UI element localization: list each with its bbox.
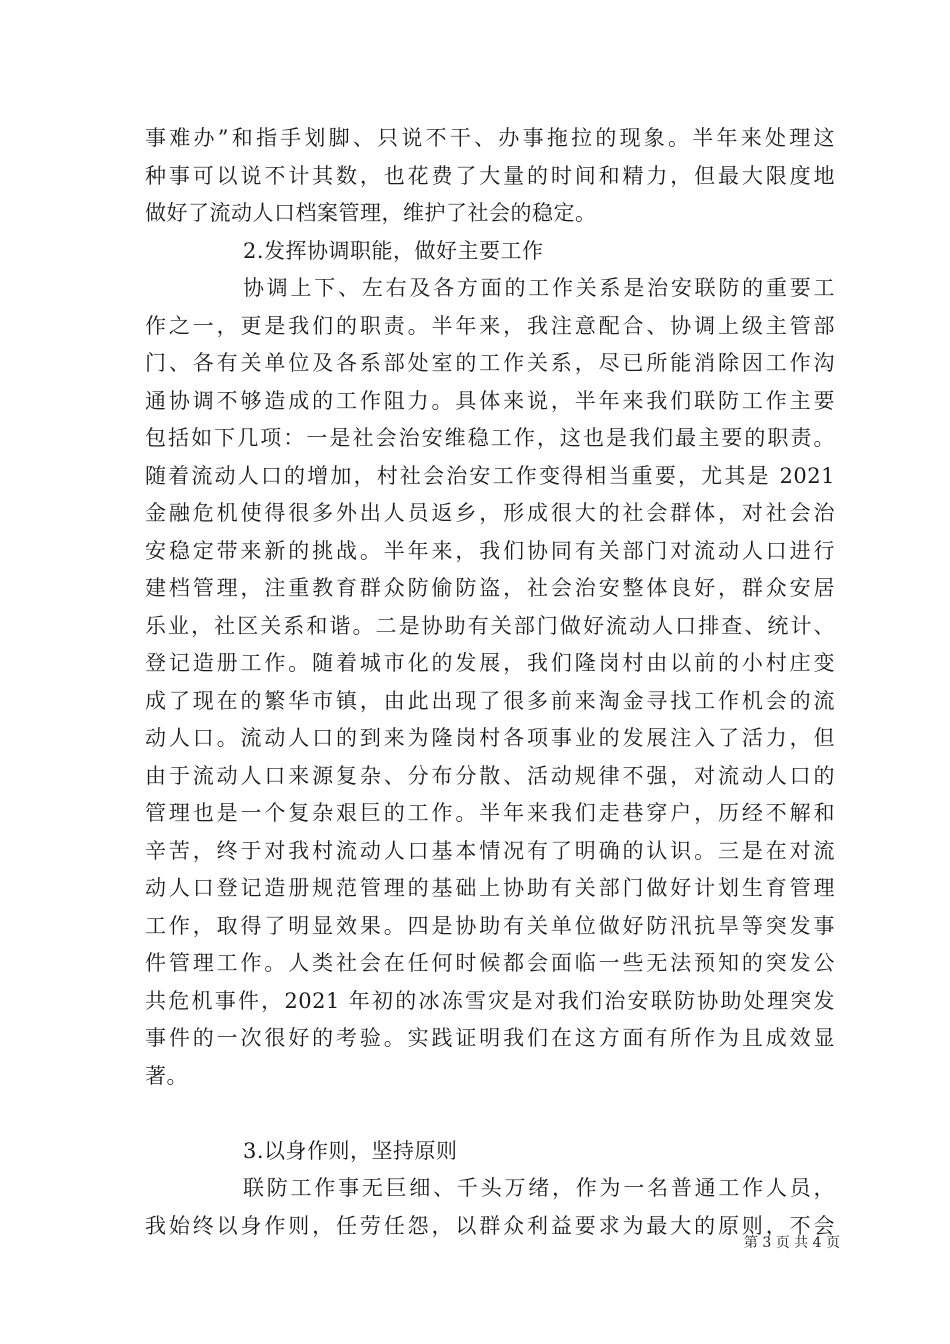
text-line: 登记造册工作。随着城市化的发展，我们隆岗村由以前的小村庄变 — [145, 651, 835, 675]
section-heading: 3.以身作则，坚持原则 — [243, 1138, 458, 1163]
text-line: 件管理工作。人类社会在任何时候都会面临一些无法预知的突发公 — [145, 951, 835, 975]
text-line: 安稳定带来新的挑战。半年来，我们协同有关部门对流动人口进行 — [145, 538, 835, 563]
document-body — [145, 120, 835, 1245]
blank-line — [145, 1095, 835, 1133]
text-line: 事件的一次很好的考验。实践证明我们在这方面有所作为且成效显 — [145, 1026, 835, 1050]
paragraph-first-line: 联防工作事无巨细、千头万绪，作为一名普通工作人员， — [243, 1176, 835, 1200]
text-line: 随着流动人口的增加，村社会治安工作变得相当重要，尤其是 2021 — [145, 463, 835, 488]
text-line: 乐业，社区关系和谐。二是协助有关部门做好流动人口排查、统计、 — [145, 613, 835, 638]
page-number-footer: 第 3 页 共 4 页 — [743, 1235, 840, 1251]
text-line: 种事可以说不计其数，也花费了大量的时间和精力，但最大限度地 — [145, 163, 835, 188]
text-line: 管理也是一个复杂艰巨的工作。半年来我们走巷穿户，历经不解和 — [145, 801, 835, 825]
text-line: 辛苦，终于对我村流动人口基本情况有了明确的认识。三是在对流 — [145, 838, 835, 863]
text-line: 通协调不够造成的工作阻力。具体来说，半年来我们联防工作主要 — [145, 388, 835, 413]
text-line: 事难办”和指手划脚、只说不干、办事拖拉的现象。半年来处理这 — [145, 126, 835, 150]
text-line: 做好了流动人口档案管理，维护了社会的稳定。 — [145, 201, 597, 225]
text-line: 由于流动人口来源复杂、分布分散、活动规律不强，对流动人口的 — [145, 763, 835, 788]
text-line: 成了现在的繁华市镇，由此出现了很多前来淘金寻找工作机会的流 — [145, 688, 835, 713]
text-line: 门、各有关单位及各系部处室的工作关系，尽已所能消除因工作沟 — [145, 351, 835, 375]
text-line: 作之一，更是我们的职责。半年来，我注意配合、协调上级主管部 — [145, 313, 835, 338]
text-line: 著。 — [145, 1063, 188, 1088]
text-line: 工作，取得了明显效果。四是协助有关单位做好防汛抗旱等突发事 — [145, 913, 835, 938]
paragraph-first-line: 协调上下、左右及各方面的工作关系是治安联防的重要工 — [243, 276, 835, 300]
text-line: 金融危机使得很多外出人员返乡，形成很大的社会群体，对社会治 — [145, 501, 835, 525]
text-line: 动人口。流动人口的到来为隆岗村各项事业的发展注入了活力，但 — [145, 726, 835, 750]
text-line: 建档管理，注重教育群众防偷防盗，社会治安整体良好，群众安居 — [145, 576, 835, 600]
text-line: 包括如下几项：一是社会治安维稳工作，这也是我们最主要的职责。 — [145, 426, 835, 450]
text-line: 共危机事件，2021 年初的冰冻雪灾是对我们治安联防协助处理突发 — [145, 988, 835, 1013]
text-line: 动人口登记造册规范管理的基础上协助有关部门做好计划生育管理 — [145, 876, 835, 900]
section-heading: 2.发挥协调职能，做好主要工作 — [243, 238, 544, 263]
text-line: 我始终以身作则，任劳任怨，以群众利益要求为最大的原则，不会 — [145, 1213, 835, 1238]
